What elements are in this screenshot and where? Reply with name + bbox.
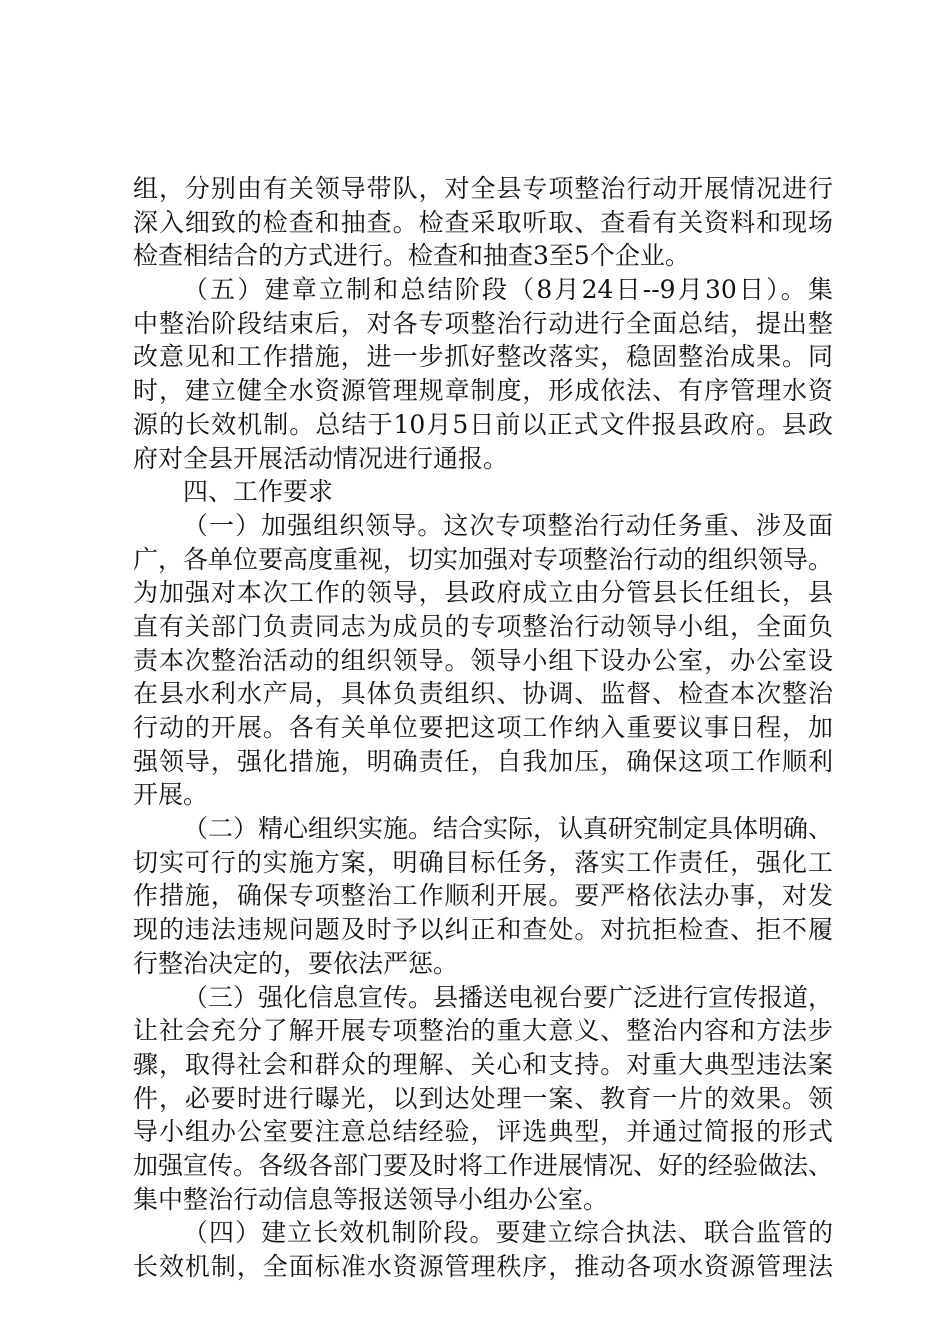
text-line: 直有关部门负责同志为成员的专项整治行动领导小组，全面负 [133,611,833,641]
text-line: 组，分别由有关领导带队，对全县专项整治行动开展情况进行 [133,174,833,203]
text-line: （三）强化信息宣传。县播送电视台要广泛进行宣传报道， [183,982,834,1012]
text-line: （一）加强组织领导。这次专项整治行动任务重、涉及面 [183,510,833,540]
text-line: 广，各单位要高度重视，切实加强对专项整治行动的组织领导。 [133,544,834,574]
text-line: 作措施，确保专项整治工作顺利开展。要严格依法办事，对发 [133,881,833,911]
text-line: （二）精心组织实施。结合实际，认真研究制定具体明确、 [183,814,834,844]
text-line: 行整治决定的，要依法严惩。 [133,948,459,978]
text-line: 源的长效机制。总结于10月5日前以正式文件报县政府。县政 [133,409,833,439]
text-line: 中整治阶段结束后，对各专项整治行动进行全面总结，提出整 [133,308,833,338]
text-line: （五）建章立制和总结阶段（8月24日--9月30日）。集 [183,275,833,305]
text-line: 府对全县开展活动情况进行通报。 [133,443,509,473]
text-line: 导小组办公室要注意总结经验，评选典型，并通过简报的形式 [133,1117,833,1147]
text-line: 在县水利水产局，具体负责组织、协调、监督、检查本次整治 [133,679,833,709]
text-line: 强领导，强化措施，明确责任，自我加压，确保这项工作顺利 [133,746,833,776]
text-line: 行动的开展。各有关单位要把这项工作纳入重要议事日程，加 [133,713,833,742]
document-body [133,172,833,1284]
text-line: 开展。 [133,780,209,810]
text-line: 时，建立健全水资源管理规章制度，形成依法、有序管理水资 [133,376,833,406]
text-line: 骤，取得社会和群众的理解、关心和支持。对重大典型违法案 [133,1049,833,1079]
text-line: 加强宣传。各级各部门要及时将工作进展情况、好的经验做法、 [133,1150,834,1180]
section-heading: 四、工作要求 [183,477,334,507]
text-line: 件，必要时进行曝光，以到达处理一案、教育一片的效果。领 [133,1083,833,1113]
text-line: 现的违法违规问题及时予以纠正和查处。对抗拒检查、拒不履 [133,915,833,945]
text-line: （四）建立长效机制阶段。要建立综合执法、联合监管的 [183,1218,833,1248]
text-line: 检查相结合的方式进行。检查和抽查3至5个企业。 [133,241,690,271]
text-line: 集中整治行动信息等报送领导小组办公室。 [133,1184,609,1214]
text-line: 改意见和工作措施，进一步抓好整改落实，稳固整治成果。同 [133,342,833,372]
text-line: 责本次整治活动的组织领导。领导小组下设办公室，办公室设 [133,645,833,675]
text-line: 长效机制，全面标准水资源管理秩序，推动各项水资源管理法 [133,1252,833,1281]
text-line: 让社会充分了解开展专项整治的重大意义、整治内容和方法步 [133,1016,833,1046]
text-line: 切实可行的实施方案，明确目标任务，落实工作责任，强化工 [133,847,833,877]
text-line: 为加强对本次工作的领导，县政府成立由分管县长任组长，县 [133,578,833,608]
text-line: 深入细致的检查和抽查。检查采取听取、查看有关资料和现场 [133,207,833,237]
